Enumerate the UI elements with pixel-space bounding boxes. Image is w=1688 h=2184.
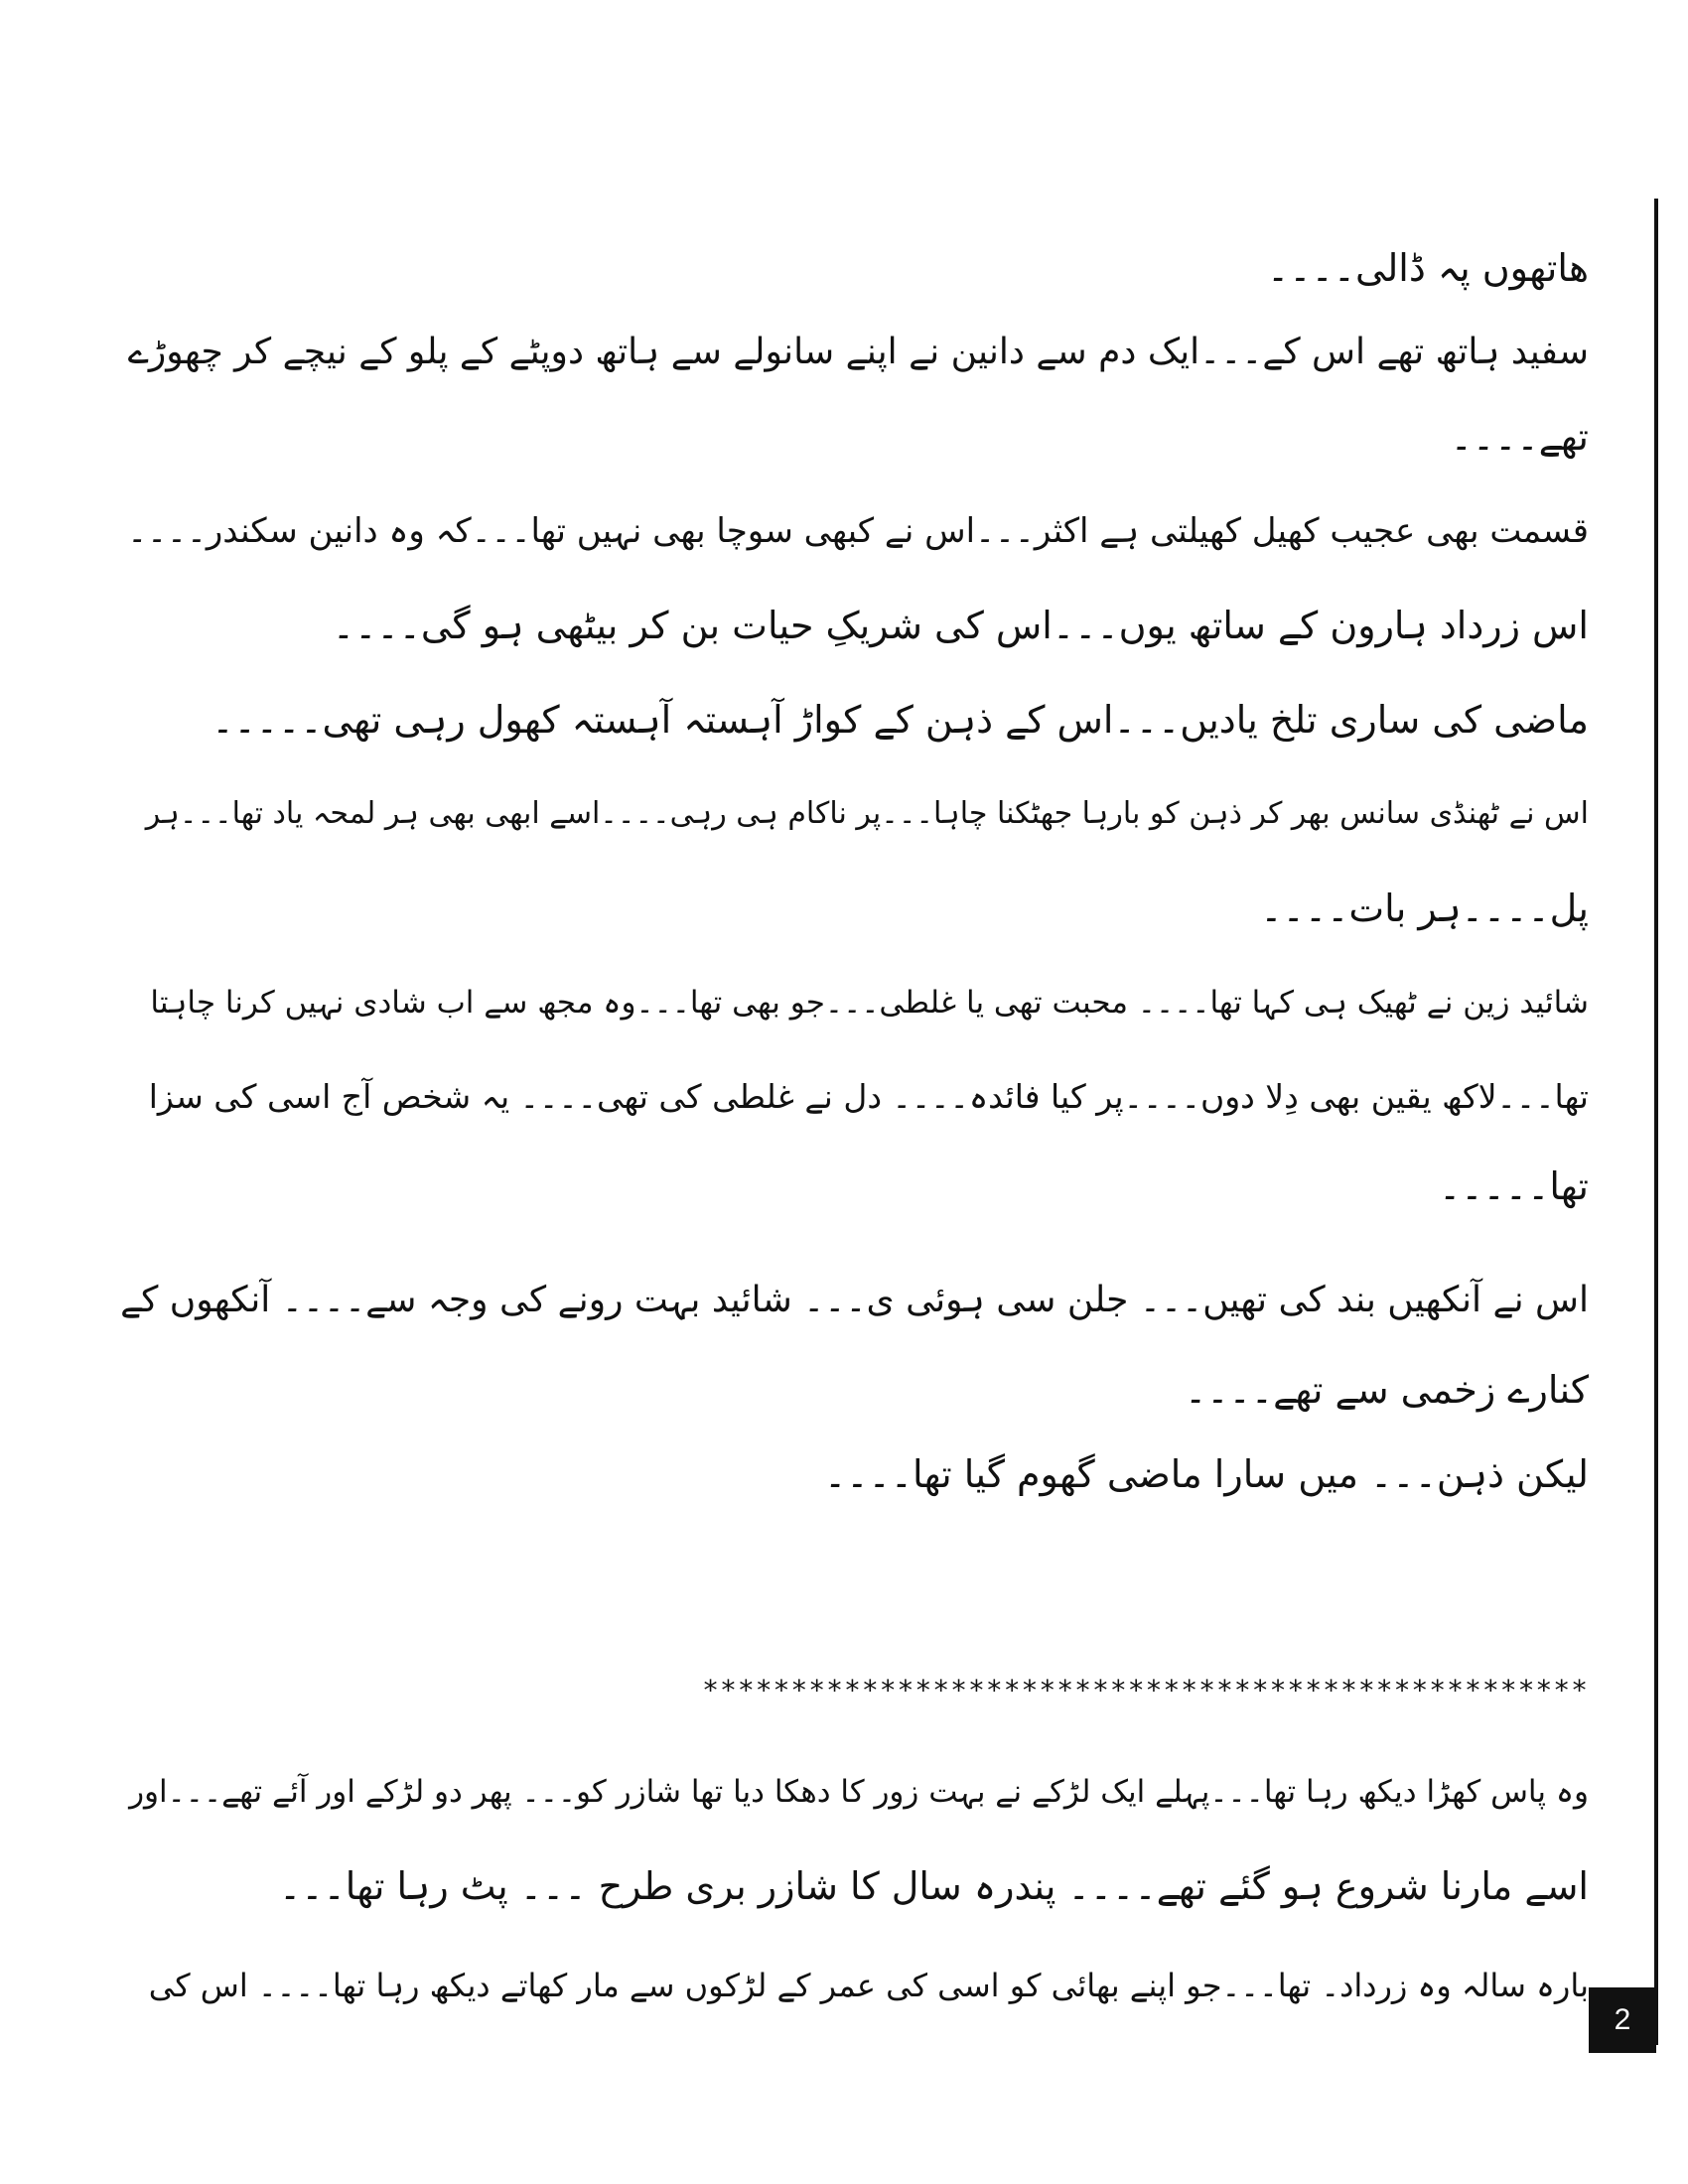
text-line-10: تھا۔۔۔لاکھ یقین بھی دِلا دوں۔۔۔۔پر کیا فائدہ۔۔۔۔ دل نے غلطی کی تھی۔۔۔۔ یہ شخص آج اسی کی سزا xyxy=(148,1077,1589,1116)
text-line-2: سفید ہاتھ تھے اس کے۔۔۔ایک دم سے دانین نے اپنے سانولے سے ہاتھ دوپٹے کے پلو کے نیچے کر چھوڑے xyxy=(127,332,1589,372)
text-line-5: اس زرداد ہارون کے ساتھ یوں۔۔۔اس کی شریکِ حیات بن کر بیٹھی ہو گی۔۔۔۔ xyxy=(332,604,1589,647)
section-separator: ************************************************** xyxy=(702,1674,1589,1706)
text-line-15: وہ پاس کھڑا دیکھ رہا تھا۔۔۔پہلے ایک لڑکے نے بہت زور کا دھکا دیا تھا شازر کو۔۔۔ پھر دو لڑکے اور آئے تھے۔۔۔اور xyxy=(129,1774,1589,1810)
right-margin-rule xyxy=(1654,199,1658,2045)
text-line-14: لیکن ذہن۔۔۔ میں سارا ماضی گھوم گیا تھا۔۔۔۔ xyxy=(823,1452,1589,1496)
text-line-3: تھے۔۔۔۔ xyxy=(1450,415,1589,459)
text-line-11: تھا۔۔۔۔۔ xyxy=(1439,1164,1589,1208)
text-line-1: ھاتھوں پہ ڈالی۔۔۔۔ xyxy=(1266,246,1589,290)
text-line-7: اس نے ٹھنڈی سانس بھر کر ذہن کو بارہا جھٹکنا چاہا۔۔۔پر ناکام ہی رہی۔۔۔۔اسے ابھی بھی ہر لمحہ یاد تھا۔۔۔ہر xyxy=(145,796,1589,831)
page-number-badge: 2 xyxy=(1589,1987,1656,2053)
text-line-6: ماضی کی ساری تلخ یادیں۔۔۔اس کے ذہن کے کواڑ آہستہ آہستہ کھول رہی تھی۔۔۔۔۔ xyxy=(211,698,1589,742)
text-line-8: پل۔۔۔۔ہر بات۔۔۔۔ xyxy=(1260,887,1589,930)
text-line-16: اسے مارنا شروع ہو گئے تھے۔۔۔۔ پندرہ سال کا شازر بری طرح ۔۔۔ پٹ رہا تھا۔۔۔ xyxy=(278,1864,1589,1908)
text-line-12: اس نے آنکھیں بند کی تھیں۔۔۔ جلن سی ہوئی ی۔۔۔ شائید بہت رونے کی وجہ سے۔۔۔۔ آنکھوں کے xyxy=(120,1280,1589,1320)
text-line-13: کنارے زخمی سے تھے۔۔۔۔ xyxy=(1185,1368,1589,1412)
text-line-17: بارہ سالہ وہ زرداد۔ تھا۔۔۔جو اپنے بھائی کو اسی کی عمر کے لڑکوں سے مار کھاتے دیکھ رہا تھا۔۔۔۔ اس کی xyxy=(148,1967,1589,2004)
text-line-9: شائید زین نے ٹھیک ہی کہا تھا۔۔۔۔ محبت تھی یا غلطی۔۔۔جو بھی تھا۔۔۔وہ مجھ سے اب شادی نہیں کرنا چاہتا xyxy=(150,985,1589,1021)
text-line-4: قسمت بھی عجیب کھیل کھیلتی ہے اکثر۔۔۔اس نے کبھی سوچا بھی نہیں تھا۔۔۔کہ وہ دانین سکندر۔۔۔۔ xyxy=(127,511,1589,551)
